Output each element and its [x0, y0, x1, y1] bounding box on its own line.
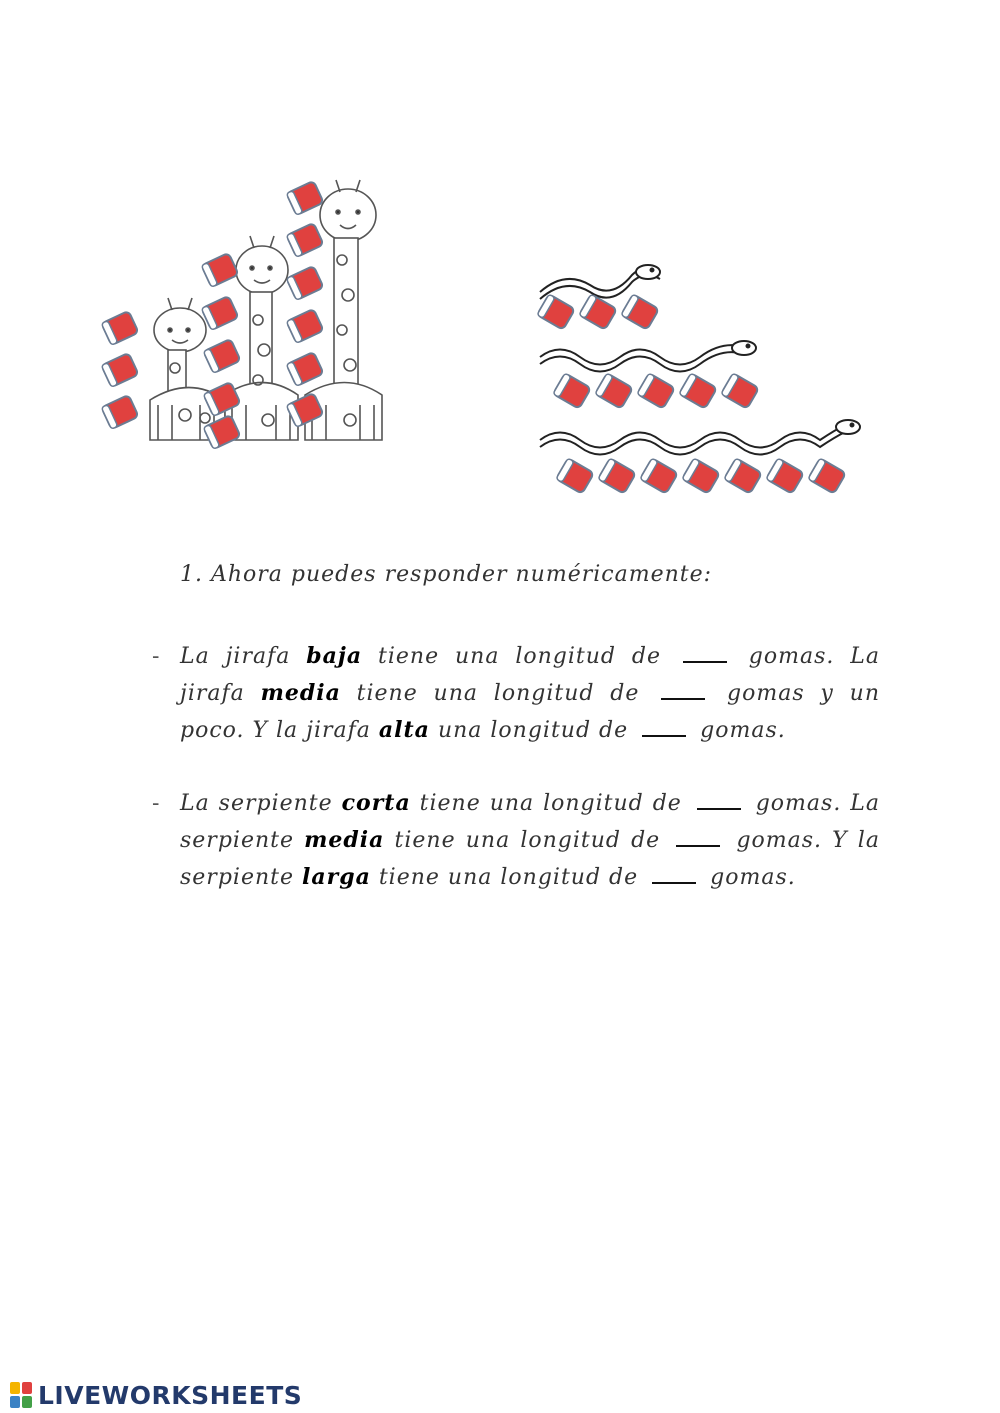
answer-blank-medium-giraffe[interactable] — [661, 678, 705, 700]
keyword-medium: media — [260, 680, 341, 706]
text: tiene una longitud de — [378, 644, 661, 669]
keyword-tall: alta — [378, 717, 430, 743]
text: La serpiente — [180, 791, 333, 816]
text: tiene una longitud de — [419, 791, 682, 816]
liveworksheets-logo[interactable] — [10, 1380, 302, 1410]
short-snake — [540, 265, 660, 299]
text: gomas. — [700, 718, 786, 743]
text: gomas. — [710, 865, 796, 890]
answer-blank-short-giraffe[interactable] — [683, 641, 727, 663]
logo-blocks-icon — [10, 1382, 32, 1408]
answer-blank-tall-giraffe[interactable] — [642, 715, 686, 737]
text: gomas y un poco. Y la jirafa — [180, 681, 880, 743]
text: tiene una longitud de — [356, 681, 640, 706]
text: gomas. La serpiente — [180, 791, 880, 853]
keyword-long: larga — [302, 864, 371, 890]
snake-erasers — [537, 294, 846, 494]
text: una longitud de — [437, 718, 629, 743]
keyword-short: baja — [306, 643, 363, 669]
giraffe-erasers — [101, 181, 323, 449]
long-snake — [540, 420, 860, 455]
bullet-dash: - — [152, 791, 161, 816]
answer-blank-medium-snake[interactable] — [676, 825, 720, 847]
giraffes-illustration — [150, 180, 382, 440]
text: La jirafa — [180, 644, 291, 669]
bullet-dash: - — [152, 644, 161, 669]
logo-text: LIVEWORKSHEETS — [38, 1380, 303, 1410]
illustrations — [0, 0, 1000, 520]
snake-question — [152, 785, 880, 896]
snakes-illustration — [540, 265, 860, 455]
text: tiene una longitud de — [394, 828, 661, 853]
answer-blank-long-snake[interactable] — [652, 862, 696, 884]
question-heading: 1. Ahora puedes responder numéricamente: — [180, 562, 713, 587]
medium-snake — [540, 341, 756, 372]
text: gomas. La jirafa — [180, 644, 880, 706]
text: tiene una longitud de — [378, 865, 639, 890]
giraffe-question — [152, 638, 880, 749]
keyword-short: corta — [341, 790, 411, 816]
text: gomas. Y la serpiente — [180, 828, 880, 890]
answer-blank-short-snake[interactable] — [697, 788, 741, 810]
keyword-medium: media — [304, 827, 385, 853]
